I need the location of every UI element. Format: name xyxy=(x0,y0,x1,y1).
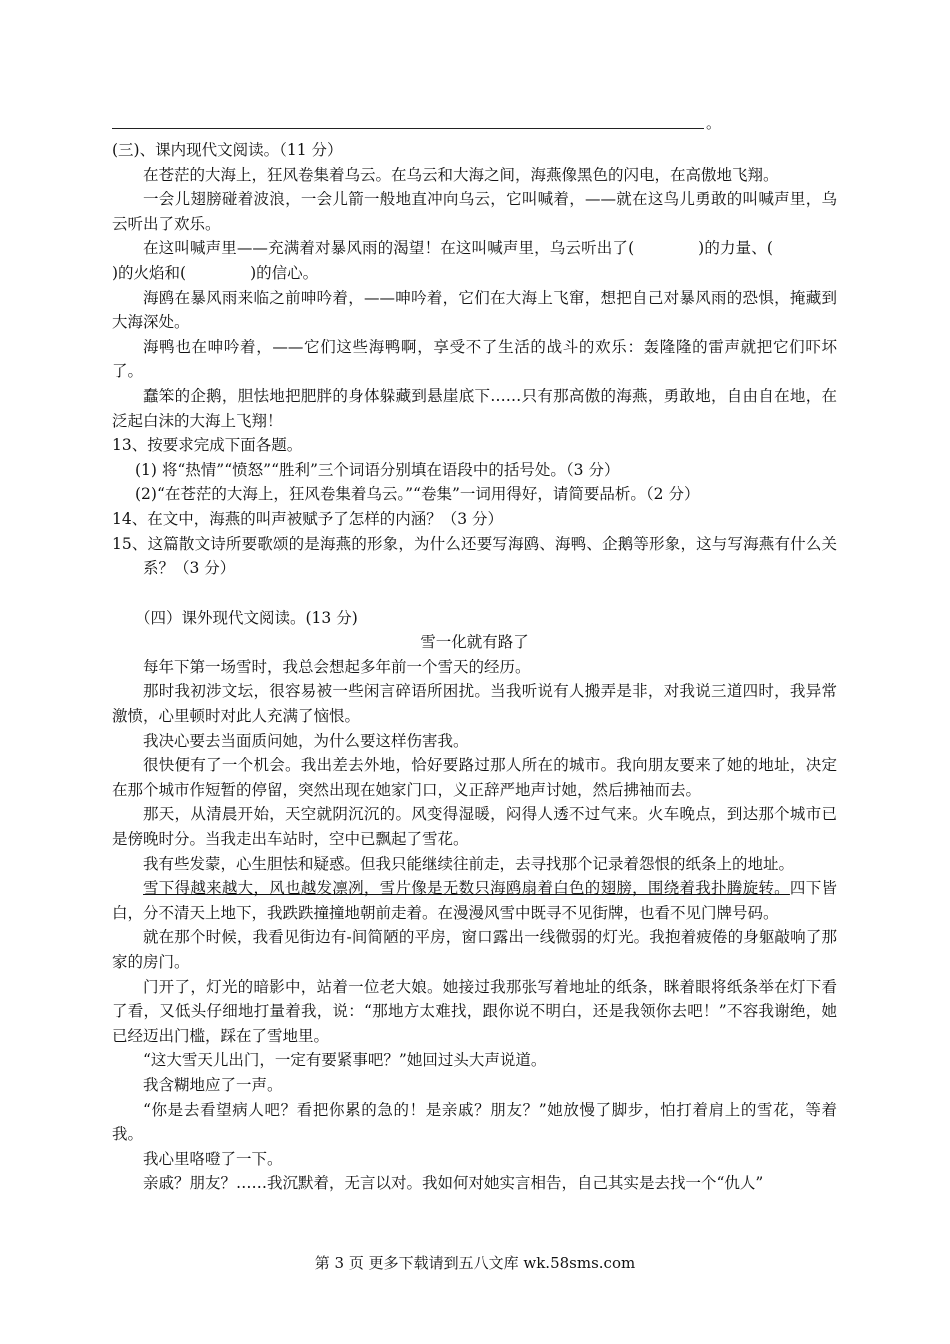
article-paragraph: 我决心要去当面质问她，为什么要这样伤害我。 xyxy=(143,731,469,750)
p3-part-c: )的火焰和( xyxy=(112,263,187,282)
p3-part-b: )的力量、( xyxy=(698,239,773,258)
article-paragraph: 那天，从清晨开始，天空就阴沉沉的。风变得湿暖，闷得人透不过气来。火车晚点，到达那个城市已是傍晚时分。当我走出车站时，空中已飘起了雪花。 xyxy=(112,805,837,849)
passage3-p3 xyxy=(112,236,837,285)
article-paragraph: 我有些发蒙，心生胆怯和疑惑。但我只能继续往前走，去寻找那个记录着怨恨的纸条上的地址。 xyxy=(143,854,795,873)
p3-part-a: 在这叫喊声里——充满着对暴风雨的渴望！在这叫喊声里，乌云听出了( xyxy=(143,239,635,258)
underlined-sentence: 雪下得越来越大，风也越发凛冽，雪片像是无数只海鸥扇着白色的翅膀，围绕着我扑腾旋转。 xyxy=(143,879,790,898)
page-content xyxy=(112,138,837,1196)
article-paragraph: “你是去看望病人吧？看把你累的急的！是亲戚？朋友？”她放慢了脚步，怕打着肩上的雪花，等着我。 xyxy=(112,1100,837,1144)
article-title: 雪一化就有路了 xyxy=(420,633,529,652)
page-footer: 第 3 页 更多下载请到五八文库 wk.58sms.com xyxy=(314,1254,636,1272)
article-paragraph: 就在那个时候，我看见街边有-间简陋的平房，窗口露出一线微弱的灯光。我抱着疲倦的身躯敲响了那家的房门。 xyxy=(112,928,837,971)
article-paragraph-underlined xyxy=(112,876,837,925)
p3-part-d: )的信心。 xyxy=(250,263,319,282)
section-gap xyxy=(112,581,837,606)
passage3-p6: 蠢笨的企鹅，胆怯地把肥胖的身体躲藏到悬崖底下……只有那高傲的海燕，勇敢地，自由自在地，在泛起白沫的大海上飞翔！ xyxy=(112,386,837,430)
question-14: 14、在文中，海燕的叫声被赋予了怎样的内涵？（3 分） xyxy=(112,509,504,528)
article-paragraph: 我心里咯噔了一下。 xyxy=(143,1149,283,1168)
question-13-1: (1) 将“热情”“愤怒”“胜利”三个词语分别填在语段中的括号处。（3 分） xyxy=(135,460,620,479)
passage3-p1: 在苍茫的大海上，狂风卷集着乌云。在乌云和大海之间，海燕像黑色的闪电，在高傲地飞翔。 xyxy=(143,165,779,184)
section4-heading: （四）课外现代文阅读。(13 分) xyxy=(135,608,358,627)
question-15: 15、这篇散文诗所要歌颂的是海燕的形象，为什么还要写海鸥、海鸭、企鹅等形象，这与写海燕有什么关系？（3 分） xyxy=(112,534,837,578)
passage3-p2: 一会儿翅膀碰着波浪，一会儿箭一般地直冲向乌云，它叫喊着，——就在这鸟儿勇敢的叫喊声里，乌云听出了欢乐。 xyxy=(112,190,837,233)
answer-line-end: 。 xyxy=(706,114,722,132)
passage3-p4: 海鸥在暴风雨来临之前呻吟着，——呻吟着，它们在大海上飞窜，想把自己对暴风雨的恐惧，掩藏到大海深处。 xyxy=(112,288,837,332)
article-paragraph: 我含糊地应了一声。 xyxy=(143,1075,283,1094)
passage3-p5: 海鸭也在呻吟着，——它们这些海鸭啊，享受不了生活的战斗的欢乐：轰隆隆的雷声就把它们吓坏了。 xyxy=(112,337,837,381)
article-paragraph: 亲戚？朋友？……我沉默着，无言以对。我如何对她实言相告，自己其实是去找一个“仇人” xyxy=(143,1174,764,1193)
question-13: 13、按要求完成下面各题。 xyxy=(112,436,303,455)
article-paragraph: 门开了，灯光的暗影中，站着一位老大娘。她接过我那张写着地址的纸条，眯着眼将纸条举在灯下看了看，又低头仔细地打量着我，说：“那地方太难找，跟你说不明白，还是我领你去吧！”不容我谢绝，她已经迈出门槛，踩在了雪地里。 xyxy=(112,977,837,1045)
article-paragraph: 每年下第一场雪时，我总会想起多年前一个雪天的经历。 xyxy=(143,657,531,676)
question-13-2: (2)“在苍茫的大海上，狂风卷集着乌云。”“卷集”一词用得好，请简要品析。（2 分） xyxy=(135,485,700,504)
article-paragraph: “这大雪天儿出门，一定有要紧事吧？”她回过头大声说道。 xyxy=(143,1051,547,1070)
section3-heading: (三)、课内现代文阅读。（11 分） xyxy=(112,141,343,159)
article-paragraph: 很快便有了一个机会。我出差去外地，恰好要路过那人所在的城市。我向朋友要来了她的地址，决定在那个城市作短暂的停留，突然出现在她家门口，义正辞严地声讨她，然后拂袖而去。 xyxy=(112,756,837,799)
following-sentence: 四下皆白，分不清天上地下，我跌跌撞撞地朝前走着。在漫漫风雪中既寻不见街牌，也看不见门牌号码。 xyxy=(112,879,837,922)
answer-line xyxy=(112,128,704,129)
article-paragraph: 那时我初涉文坛，很容易被一些闲言碎语所困扰。当我听说有人搬弄是非，对我说三道四时，我异常激愤，心里顿时对此人充满了恼恨。 xyxy=(112,682,837,726)
